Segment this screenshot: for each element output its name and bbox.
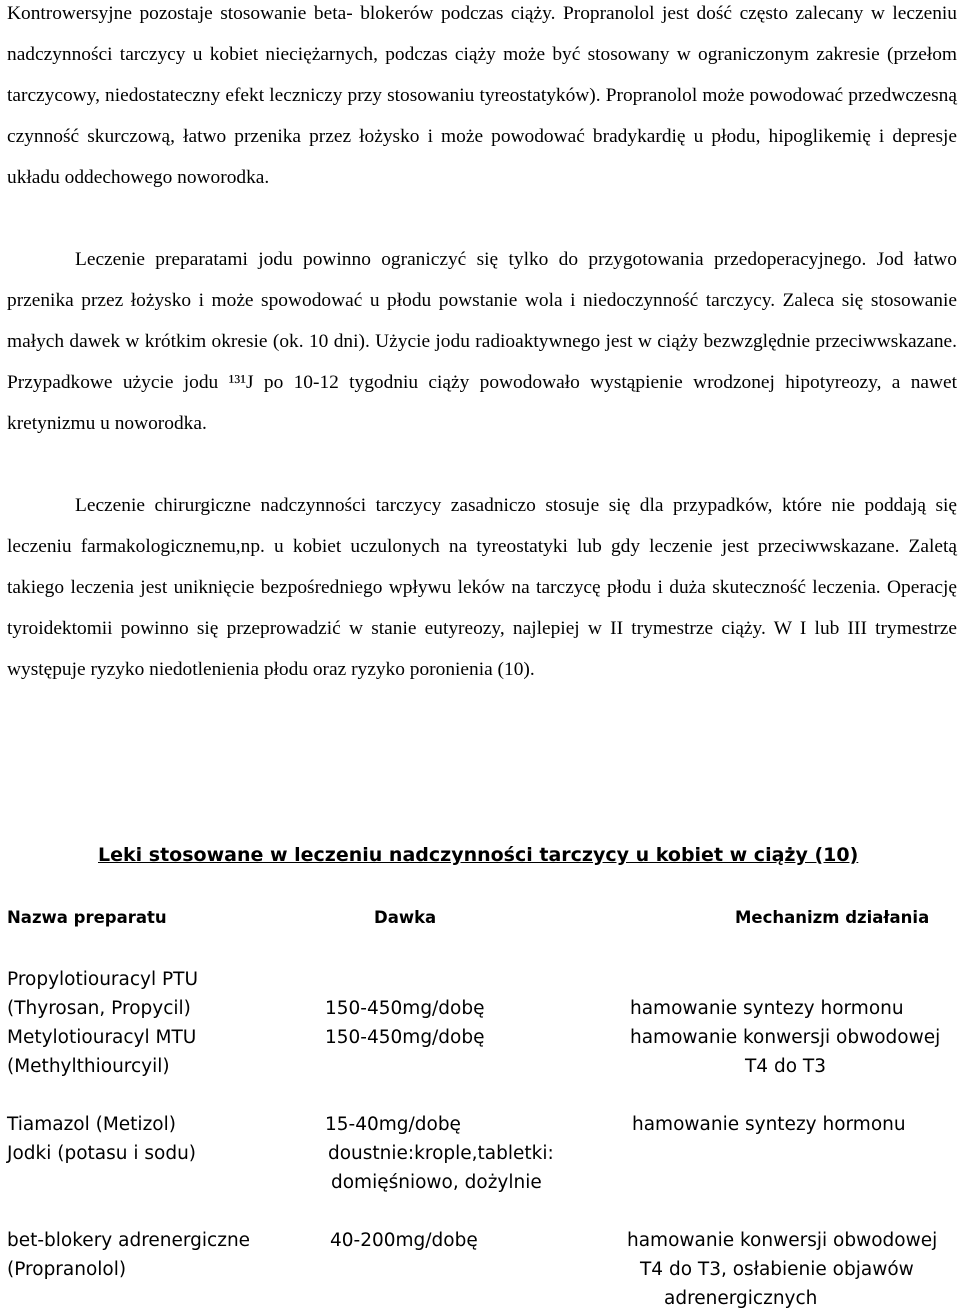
table-cell: 150-450mg/dobę (325, 998, 485, 1019)
table-cell: domięśniowo, dożylnie (331, 1172, 542, 1193)
header-dose: Dawka (374, 908, 437, 927)
table-cell: T4 do T3 (745, 1056, 826, 1077)
table-cell: 40-200mg/dobę (330, 1230, 478, 1251)
table-cell: Metylotiouracyl MTU (7, 1027, 197, 1048)
header-mechanism: Mechanizm działania (735, 908, 930, 927)
table-cell: (Propranolol) (7, 1259, 127, 1280)
table-cell: Tiamazol (Metizol) (7, 1114, 176, 1135)
table-cell: hamowanie syntezy hormonu (630, 998, 904, 1019)
table-cell: (Thyrosan, Propycil) (7, 998, 191, 1019)
table-cell: hamowanie konwersji obwodowej (627, 1230, 938, 1251)
table-cell: doustnie:krople,tabletki: (328, 1143, 554, 1164)
table-cell: 150-450mg/dobę (325, 1027, 485, 1048)
table-cell: Propylotiouracyl PTU (7, 969, 199, 990)
table-cell: Jodki (potasu i sodu) (7, 1143, 197, 1164)
table-cell: hamowanie konwersji obwodowej (630, 1027, 941, 1048)
paragraph-beta-blockers: Kontrowersyjne pozostaje stosowanie beta- blokerów podczas ciąży. Propranolol jest dość często zalecany w leczeniu nadczynności tarczycy u kobiet niеciężarnych, podczas ciąży może być stosowany w ograniczonym zakresie (przełom tarczycowy, niedostateczny efekt leczniczy przy stosowaniu tyreostatyków). Propranolol może powodować przedwczesną czynność skurczową, łatwo przenika przez łożysko i może powodować bradykardię u płodu, hipoglikemię i depresje układu oddechowego noworodka. (7, 3, 957, 188)
table-cell: (Methylthiourcyil) (7, 1056, 170, 1077)
paragraph-iodine: Leczenie preparatami jodu powinno ograniczyć się tylko do przygotowania przedoperacyjnego. Jod łatwo przenika przez łożysko i może spowodować u płodu powstanie wola i niedoczynność tarczycy. Zaleca się stosowanie małych dawek w krótkim okresie (ok. 10 dni). Użycie jodu radioaktywnego jest w ciąży bezwzględnie przeciwwskazane. Przypadkowe użycie jodu ¹³¹J po 10-12 tygodniu ciąży powodowało wystąpienie wrodzonej hipotyreozy, a nawet kretynizmu u noworodka. (7, 249, 957, 434)
table-cell: hamowanie syntezy hormonu (632, 1114, 906, 1135)
table-cell: T4 do T3, osłabienie objawów (640, 1259, 914, 1280)
table-title: Leki stosowane w leczeniu nadczynności tarczycy u kobiet w ciąży (10) (98, 844, 859, 866)
header-drug-name: Nazwa preparatu (7, 908, 167, 927)
table-cell: adrenergicznych (664, 1288, 818, 1309)
paragraph-surgery: Leczenie chirurgiczne nadczynności tarczycy zasadniczo stosuje się dla przypadków, które nie poddają się leczeniu farmakologicznemu,np. u kobiet uczulonych na tyreostatyki lub gdy leczenie jest przeciwwskazane. Zaletą takiego leczenia jest uniknięcie bezpośredniego wpływu leków na tarczycę płodu i duża skuteczność leczenia. Operację tyroidektomii powinno się przeprowadzić w stanie eutyreozy, najlepiej w II trymestrze ciąży. W I lub III trymestrze występuje ryzyko niedotlenienia płodu oraz ryzyko poronienia (10). (7, 495, 957, 680)
table-cell: bet-blokery adrenergiczne (7, 1230, 251, 1251)
table-cell: 15-40mg/dobę (325, 1114, 461, 1135)
